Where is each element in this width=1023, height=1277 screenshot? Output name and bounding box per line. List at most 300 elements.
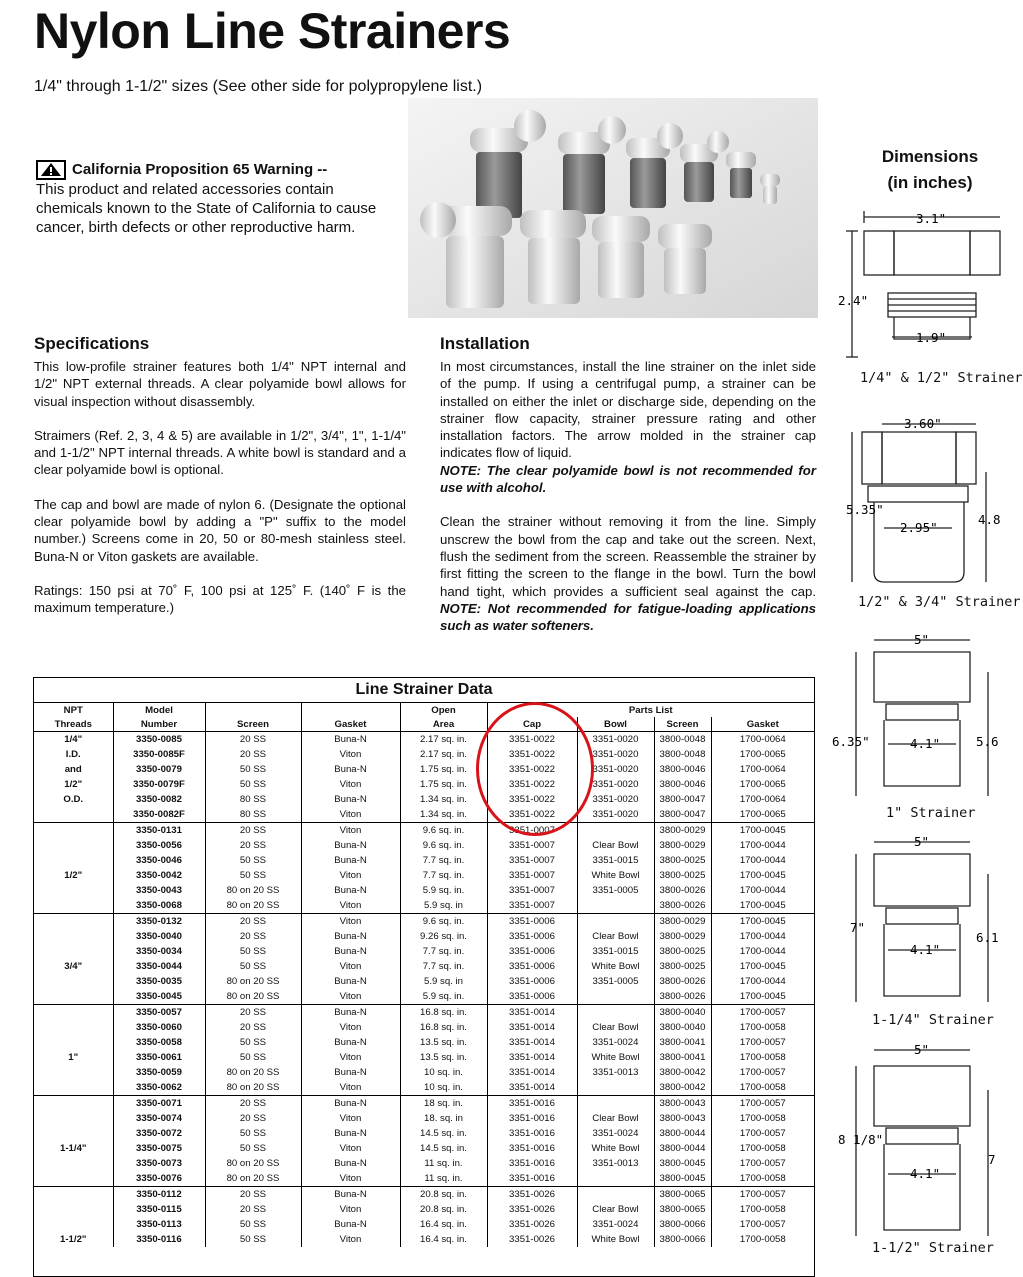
table-cell: 1700-0057 xyxy=(711,1065,814,1080)
table-cell xyxy=(577,914,654,930)
table-cell: 3351-0022 xyxy=(487,732,577,748)
table-cell: 1.75 sq. in. xyxy=(400,762,487,777)
table-cell: 3350-0079F xyxy=(113,777,205,792)
table-cell: 3351-0026 xyxy=(487,1187,577,1203)
table-cell: Viton xyxy=(301,1080,400,1096)
table-cell: 7.7 sq. in. xyxy=(400,853,487,868)
table-cell: 3800-0026 xyxy=(654,974,711,989)
table-row xyxy=(34,1005,814,1021)
dim-4-inner: 4.1" xyxy=(910,942,941,957)
table-row xyxy=(34,1187,814,1203)
dim-3-width: 5" xyxy=(914,632,930,647)
table-cell: Clear Bowl xyxy=(577,929,654,944)
table-cell: 3351-0022 xyxy=(487,747,577,762)
table-cell: 1700-0058 xyxy=(711,1171,814,1187)
dim-5-width: 5" xyxy=(914,1042,930,1057)
table-cell: 1700-0065 xyxy=(711,747,814,762)
page-subtitle: 1/4" through 1-1/2" sizes (See other side for polypropylene list.) xyxy=(34,78,483,95)
col-header: Gasket xyxy=(711,717,814,732)
table-cell: 1700-0044 xyxy=(711,929,814,944)
table-cell: Viton xyxy=(301,777,400,792)
table-cell: 1700-0045 xyxy=(711,898,814,914)
table-cell: 50 SS xyxy=(205,959,301,974)
table-cell: Buna-N xyxy=(301,1156,400,1171)
table-cell: 50 SS xyxy=(205,1126,301,1141)
table-cell: 3800-0042 xyxy=(654,1065,711,1080)
col-header: Number xyxy=(113,717,205,732)
dim-1-height: 2.4" xyxy=(838,293,869,308)
table-cell: 50 SS xyxy=(205,853,301,868)
install-note: NOTE: The clear polyamide bowl is not recommended for use with alcohol. xyxy=(440,462,816,496)
table-cell: 3351-0020 xyxy=(577,807,654,823)
table-cell: 3351-0015 xyxy=(577,853,654,868)
npt-size-cell xyxy=(34,883,113,898)
table-cell: 20 SS xyxy=(205,747,301,762)
npt-size-cell: 3/4" xyxy=(64,961,83,972)
table-cell: Viton xyxy=(301,1232,400,1247)
table-cell: 3800-0046 xyxy=(654,762,711,777)
table-cell: 3350-0072 xyxy=(113,1126,205,1141)
table-cell: 3351-0016 xyxy=(487,1156,577,1171)
table-cell: 3351-0022 xyxy=(487,792,577,807)
table-cell xyxy=(577,823,654,839)
table-cell: 1.34 sq. in. xyxy=(400,792,487,807)
table-cell: 20 SS xyxy=(205,1111,301,1126)
table-row xyxy=(34,898,814,914)
strainer-4-drawing xyxy=(828,830,1000,1010)
table-cell xyxy=(577,898,654,914)
table-cell xyxy=(577,1080,654,1096)
spec-paragraph: This low-profile strainer features both 1/4" NPT internal and 1/2" NPT external threads. A clear polyamide bowl allows for visual inspection without disassembly. xyxy=(34,359,406,409)
npt-size-cell xyxy=(34,929,113,944)
table-cell: 20 SS xyxy=(205,929,301,944)
table-cell: 13.5 sq. in. xyxy=(400,1050,487,1065)
table-cell: 3350-0059 xyxy=(113,1065,205,1080)
table-cell: 11 sq. in. xyxy=(400,1156,487,1171)
npt-size-cell: I.D. xyxy=(65,749,81,760)
strainer-4-caption: 1-1/4" Strainer xyxy=(872,1012,994,1028)
table-cell xyxy=(577,1005,654,1021)
table-cell: 3351-0014 xyxy=(487,1005,577,1021)
table-cell: 3351-0014 xyxy=(487,1080,577,1096)
table-cell: 3350-0082F xyxy=(113,807,205,823)
npt-size-cell: 1/4" xyxy=(34,732,113,748)
table-cell: 3800-0041 xyxy=(654,1050,711,1065)
table-cell: 3351-0014 xyxy=(487,1065,577,1080)
npt-size-cell xyxy=(34,1020,113,1035)
table-cell: 3351-0020 xyxy=(577,762,654,777)
table-cell: 2.17 sq. in. xyxy=(400,732,487,748)
table-row xyxy=(34,914,814,930)
table-cell: 3800-0029 xyxy=(654,838,711,853)
table-cell: 1700-0057 xyxy=(711,1005,814,1021)
table-row xyxy=(34,1096,814,1112)
table-row xyxy=(34,1020,814,1035)
table-cell: White Bowl xyxy=(577,1141,654,1156)
table-cell: 14.5 sq. in. xyxy=(400,1141,487,1156)
table-cell: 3350-0057 xyxy=(113,1005,205,1021)
table-cell: 3351-0016 xyxy=(487,1141,577,1156)
npt-size-cell: and xyxy=(64,764,82,775)
table-cell: 50 SS xyxy=(205,1217,301,1232)
table-cell: 3351-0022 xyxy=(487,777,577,792)
table-cell: 3350-0046 xyxy=(113,853,205,868)
table-row xyxy=(34,1156,814,1171)
dim-4-height: 7" xyxy=(850,920,866,935)
table-cell: 20 SS xyxy=(205,1020,301,1035)
table-cell: 3351-0016 xyxy=(487,1171,577,1187)
col-header-parts-list: Parts List xyxy=(487,703,814,717)
table-cell: 3351-0020 xyxy=(577,747,654,762)
table-cell: 3351-0016 xyxy=(487,1111,577,1126)
table-cell: 1.34 sq. in. xyxy=(400,807,487,823)
table-cell: 3350-0056 xyxy=(113,838,205,853)
table-cell: 3350-0058 xyxy=(113,1035,205,1050)
table-cell: 18. sq. in xyxy=(400,1111,487,1126)
col-header: Area xyxy=(400,717,487,732)
dim-3-inner: 4.1" xyxy=(910,736,941,751)
table-cell: 1700-0058 xyxy=(711,1111,814,1126)
col-header: Cap xyxy=(487,717,577,732)
npt-size-cell: 1/2" xyxy=(64,779,83,790)
table-cell: 20 SS xyxy=(205,914,301,930)
table-row xyxy=(34,1035,814,1050)
highlight-circle xyxy=(476,702,594,836)
table-cell: 3800-0040 xyxy=(654,1020,711,1035)
table-cell: 3350-0034 xyxy=(113,944,205,959)
table-cell: 3351-0014 xyxy=(487,1020,577,1035)
table-cell: 9.6 sq. in. xyxy=(400,914,487,930)
npt-size-cell: 1/2" xyxy=(64,870,83,881)
table-cell: 20 SS xyxy=(205,823,301,839)
table-cell: 1700-0057 xyxy=(711,1187,814,1203)
npt-size-cell xyxy=(34,853,113,868)
dim-3-height: 6.35" xyxy=(832,734,870,749)
npt-size-cell xyxy=(34,1096,113,1112)
npt-size-cell xyxy=(34,1126,113,1141)
warning-body: This product and related accessories contain chemicals known to the State of California to cause cancer, birth defects or other reproductive harm. xyxy=(36,181,377,236)
npt-size-cell xyxy=(34,807,113,823)
table-row xyxy=(34,807,814,823)
col-header: NPT xyxy=(63,704,83,716)
dim-2-height: 5.35" xyxy=(846,502,884,517)
table-row xyxy=(34,959,814,974)
table-cell: Viton xyxy=(301,807,400,823)
table-cell: Clear Bowl xyxy=(577,1202,654,1217)
table-row xyxy=(34,777,814,792)
col-header: Threads xyxy=(34,717,113,732)
table-row xyxy=(34,1141,814,1156)
table-cell: 80 SS xyxy=(205,807,301,823)
dim-5-right: 7 xyxy=(988,1152,996,1167)
table-cell: 3800-0047 xyxy=(654,792,711,807)
spec-paragraph: Ratings: 150 psi at 70˚ F, 100 psi at 125˚ F. (140˚ F is the maximum temperature.) xyxy=(34,582,406,616)
table-row xyxy=(34,974,814,989)
table-cell: 3800-0042 xyxy=(654,1080,711,1096)
table-cell: Buna-N xyxy=(301,853,400,868)
npt-size-cell xyxy=(34,823,113,839)
table-cell: 80 on 20 SS xyxy=(205,1171,301,1187)
table-cell: 5.9 sq. in. xyxy=(400,883,487,898)
npt-size-cell xyxy=(34,1035,113,1050)
table-cell: 3800-0025 xyxy=(654,944,711,959)
table-cell: 3351-0016 xyxy=(487,1126,577,1141)
table-cell: 3800-0041 xyxy=(654,1035,711,1050)
table-cell: 3350-0079 xyxy=(113,762,205,777)
table-cell: 7.7 sq. in. xyxy=(400,959,487,974)
npt-size-cell xyxy=(34,974,113,989)
table-cell: 3800-0066 xyxy=(654,1217,711,1232)
table-cell: White Bowl xyxy=(577,1232,654,1247)
dimensions-title xyxy=(850,144,1010,196)
table-cell: 3351-0013 xyxy=(577,1156,654,1171)
table-cell: 3800-0046 xyxy=(654,777,711,792)
specifications-text xyxy=(34,358,406,634)
dim-4-width: 5" xyxy=(914,834,930,849)
table-cell: 3351-0020 xyxy=(577,777,654,792)
install-paragraph: Clean the strainer without removing it from the line. Simply unscrew the bowl from the cap and take out the screen. Next, flush the sediment from the screen. Reassemble the strainer by first fitting the screen to the flange in the bowl. Turn the bowl hand tight, which provides a sufficient seal against the cap. xyxy=(440,514,816,599)
table-cell: 11 sq. in. xyxy=(400,1171,487,1187)
table-cell: Buna-N xyxy=(301,1126,400,1141)
table-cell: 1700-0064 xyxy=(711,762,814,777)
table-cell: 3800-0040 xyxy=(654,1005,711,1021)
table-cell: 3800-0044 xyxy=(654,1126,711,1141)
table-cell: 20 SS xyxy=(205,1202,301,1217)
table-cell: 1700-0057 xyxy=(711,1156,814,1171)
col-header: Bowl xyxy=(577,717,654,732)
prop65-warning xyxy=(36,160,386,237)
col-header: Gasket xyxy=(301,717,400,732)
table-cell: 3800-0026 xyxy=(654,989,711,1005)
strainer-5-caption: 1-1/2" Strainer xyxy=(872,1240,994,1256)
table-cell: 50 SS xyxy=(205,868,301,883)
product-photo xyxy=(408,98,818,318)
table-row xyxy=(34,944,814,959)
table-cell: 5.9 sq. in. xyxy=(400,989,487,1005)
table-cell: 50 SS xyxy=(205,944,301,959)
table-cell: 3350-0085F xyxy=(113,747,205,762)
table-cell: 3800-0043 xyxy=(654,1111,711,1126)
dim-3-right: 5.6 xyxy=(976,734,999,749)
table-cell: 14.5 sq. in. xyxy=(400,1126,487,1141)
spec-paragraph: Straimers (Ref. 2, 3, 4 & 5) are available in 1/2", 3/4", 1", 1-1/4" and 1-1/2" NPT internal threads. A white bowl is standard and a clear polyamide bowl is optional. xyxy=(34,427,406,478)
table-cell: 3351-0026 xyxy=(487,1217,577,1232)
dimensions-title-line: (in inches) xyxy=(887,173,973,192)
table-cell: 16.4 sq. in. xyxy=(400,1217,487,1232)
table-cell: 20 SS xyxy=(205,732,301,748)
table-cell: Buna-N xyxy=(301,792,400,807)
table-cell: 50 SS xyxy=(205,1035,301,1050)
npt-size-cell: O.D. xyxy=(63,794,84,805)
table-cell: 80 on 20 SS xyxy=(205,1080,301,1096)
table-cell: Clear Bowl xyxy=(577,1020,654,1035)
install-paragraph: In most circumstances, install the line strainer on the inlet side of the pump. If using a centrifugal pump, a strainer can be installed on either the inlet or discharge side, depending on the strainer flow capacity, strainer pressure rating and other installation factors. The arrow molded in the strainer cap indicates flow of liquid. xyxy=(440,359,816,461)
npt-size-cell xyxy=(34,1187,113,1203)
strainer-2-caption: 1/2" & 3/4" Strainer xyxy=(858,594,1021,610)
table-cell: 3351-0014 xyxy=(487,1035,577,1050)
page-title: Nylon Line Strainers xyxy=(34,3,511,59)
table-cell: 3350-0042 xyxy=(113,868,205,883)
table-cell: 1700-0058 xyxy=(711,1202,814,1217)
table-cell: 3800-0048 xyxy=(654,747,711,762)
table-cell: 3351-0006 xyxy=(487,929,577,944)
table-row xyxy=(34,1126,814,1141)
table-cell: Viton xyxy=(301,747,400,762)
table-cell: 3351-0006 xyxy=(487,944,577,959)
table-cell: 1700-0058 xyxy=(711,1141,814,1156)
table-cell xyxy=(577,989,654,1005)
line-strainer-table xyxy=(33,677,815,1277)
table-cell: 3350-0044 xyxy=(113,959,205,974)
table-cell: 1700-0045 xyxy=(711,868,814,883)
table-cell: 3350-0068 xyxy=(113,898,205,914)
table-cell: 3350-0082 xyxy=(113,792,205,807)
table-cell: Buna-N xyxy=(301,1065,400,1080)
npt-size-cell xyxy=(34,1080,113,1096)
table-cell: 3351-0007 xyxy=(487,838,577,853)
table-cell: 13.5 sq. in. xyxy=(400,1035,487,1050)
installation-heading: Installation xyxy=(440,334,530,353)
dim-4-right: 6.1 xyxy=(976,930,999,945)
table-cell: 1700-0064 xyxy=(711,792,814,807)
table-cell: Buna-N xyxy=(301,883,400,898)
dim-5-height: 8 1/8" xyxy=(838,1132,884,1147)
npt-size-cell xyxy=(34,838,113,853)
table-cell: Viton xyxy=(301,1111,400,1126)
table-cell: 20 SS xyxy=(205,1187,301,1203)
table-row xyxy=(34,838,814,853)
table-cell: 3351-0026 xyxy=(487,1232,577,1247)
table-cell: 3351-0006 xyxy=(487,974,577,989)
table-cell: Buna-N xyxy=(301,1035,400,1050)
table-row xyxy=(34,1080,814,1096)
dim-2-inner: 2.95" xyxy=(900,520,938,535)
table-cell: 3351-0005 xyxy=(577,883,654,898)
table-cell: 1700-0045 xyxy=(711,823,814,839)
table-cell: 3351-0007 xyxy=(487,823,577,839)
table-cell: Viton xyxy=(301,1171,400,1187)
table-cell: 9.6 sq. in. xyxy=(400,823,487,839)
specifications-heading: Specifications xyxy=(34,334,150,353)
table-cell: 3350-0076 xyxy=(113,1171,205,1187)
table-cell: 1700-0064 xyxy=(711,732,814,748)
npt-size-cell xyxy=(34,1005,113,1021)
table-cell: 3350-0062 xyxy=(113,1080,205,1096)
npt-size-cell xyxy=(34,1111,113,1126)
table-cell: 3351-0024 xyxy=(577,1126,654,1141)
npt-size-cell xyxy=(34,1065,113,1080)
table-cell: 1700-0065 xyxy=(711,777,814,792)
table-cell: 3800-0029 xyxy=(654,914,711,930)
table-cell: Buna-N xyxy=(301,929,400,944)
npt-size-cell xyxy=(34,1202,113,1217)
table-cell: 1700-0044 xyxy=(711,883,814,898)
npt-size-cell xyxy=(34,1217,113,1232)
table-cell: 1700-0065 xyxy=(711,807,814,823)
table-cell: 80 on 20 SS xyxy=(205,974,301,989)
table-row xyxy=(34,1217,814,1232)
npt-size-cell: 1" xyxy=(68,1052,79,1063)
table-cell: 3351-0005 xyxy=(577,974,654,989)
table-cell: 3350-0113 xyxy=(113,1217,205,1232)
table-cell: 1700-0058 xyxy=(711,1080,814,1096)
table-row xyxy=(34,823,814,839)
npt-size-cell xyxy=(34,989,113,1005)
table-cell: 3351-0007 xyxy=(487,883,577,898)
table-cell: Viton xyxy=(301,1141,400,1156)
table-cell: Buna-N xyxy=(301,974,400,989)
table-row xyxy=(34,747,814,762)
table-cell: 3800-0044 xyxy=(654,1141,711,1156)
table-cell: 1700-0044 xyxy=(711,944,814,959)
table-cell: 80 on 20 SS xyxy=(205,1156,301,1171)
table-cell: Viton xyxy=(301,823,400,839)
table-row xyxy=(34,732,814,748)
strainer-3-drawing xyxy=(828,628,1000,808)
table-cell: 3351-0022 xyxy=(487,807,577,823)
table-cell: Viton xyxy=(301,914,400,930)
table-cell: 80 on 20 SS xyxy=(205,898,301,914)
table-cell: 20.8 sq. in. xyxy=(400,1187,487,1203)
table-cell: 3800-0047 xyxy=(654,807,711,823)
table-cell: 2.17 sq. in. xyxy=(400,747,487,762)
table-cell: 3351-0006 xyxy=(487,914,577,930)
strainer-1-drawing xyxy=(828,205,1000,395)
table-cell: 1700-0058 xyxy=(711,1050,814,1065)
table-cell: 50 SS xyxy=(205,777,301,792)
table-cell: 80 on 20 SS xyxy=(205,883,301,898)
table-cell: 3350-0060 xyxy=(113,1020,205,1035)
table-cell: 3350-0131 xyxy=(113,823,205,839)
table-cell: 3800-0025 xyxy=(654,853,711,868)
dim-5-inner: 4.1" xyxy=(910,1166,941,1181)
table-cell: Clear Bowl xyxy=(577,1111,654,1126)
table-cell: Buna-N xyxy=(301,1187,400,1203)
table-cell: Viton xyxy=(301,1050,400,1065)
table-cell: 3351-0020 xyxy=(577,792,654,807)
table-cell: 80 on 20 SS xyxy=(205,989,301,1005)
table-cell: 3351-0024 xyxy=(577,1217,654,1232)
table-cell: 16.8 sq. in. xyxy=(400,1005,487,1021)
table-row xyxy=(34,989,814,1005)
table-cell: 10 sq. in. xyxy=(400,1065,487,1080)
table-cell: 50 SS xyxy=(205,1050,301,1065)
table-cell: 3800-0065 xyxy=(654,1202,711,1217)
table-row xyxy=(34,883,814,898)
table-cell: 3800-0065 xyxy=(654,1187,711,1203)
table-cell: 3800-0029 xyxy=(654,823,711,839)
table-cell: 80 SS xyxy=(205,792,301,807)
table-cell: 3350-0061 xyxy=(113,1050,205,1065)
table-cell: 3351-0026 xyxy=(487,1202,577,1217)
table-cell: 3350-0075 xyxy=(113,1141,205,1156)
table-row xyxy=(34,868,814,883)
table-cell: Clear Bowl xyxy=(577,838,654,853)
table-row xyxy=(34,1232,814,1247)
table-cell: 7.7 sq. in. xyxy=(400,944,487,959)
table-cell xyxy=(577,1171,654,1187)
table-cell: 3351-0015 xyxy=(577,944,654,959)
table-cell: 1700-0045 xyxy=(711,989,814,1005)
table-cell: 3350-0045 xyxy=(113,989,205,1005)
table-cell: 3350-0043 xyxy=(113,883,205,898)
npt-size-cell xyxy=(34,944,113,959)
table-cell: 1700-0057 xyxy=(711,1217,814,1232)
table-cell: 3350-0040 xyxy=(113,929,205,944)
installation-text xyxy=(440,358,816,651)
table-cell: 3351-0022 xyxy=(487,762,577,777)
dim-2-right: 4.8 xyxy=(978,512,1001,527)
